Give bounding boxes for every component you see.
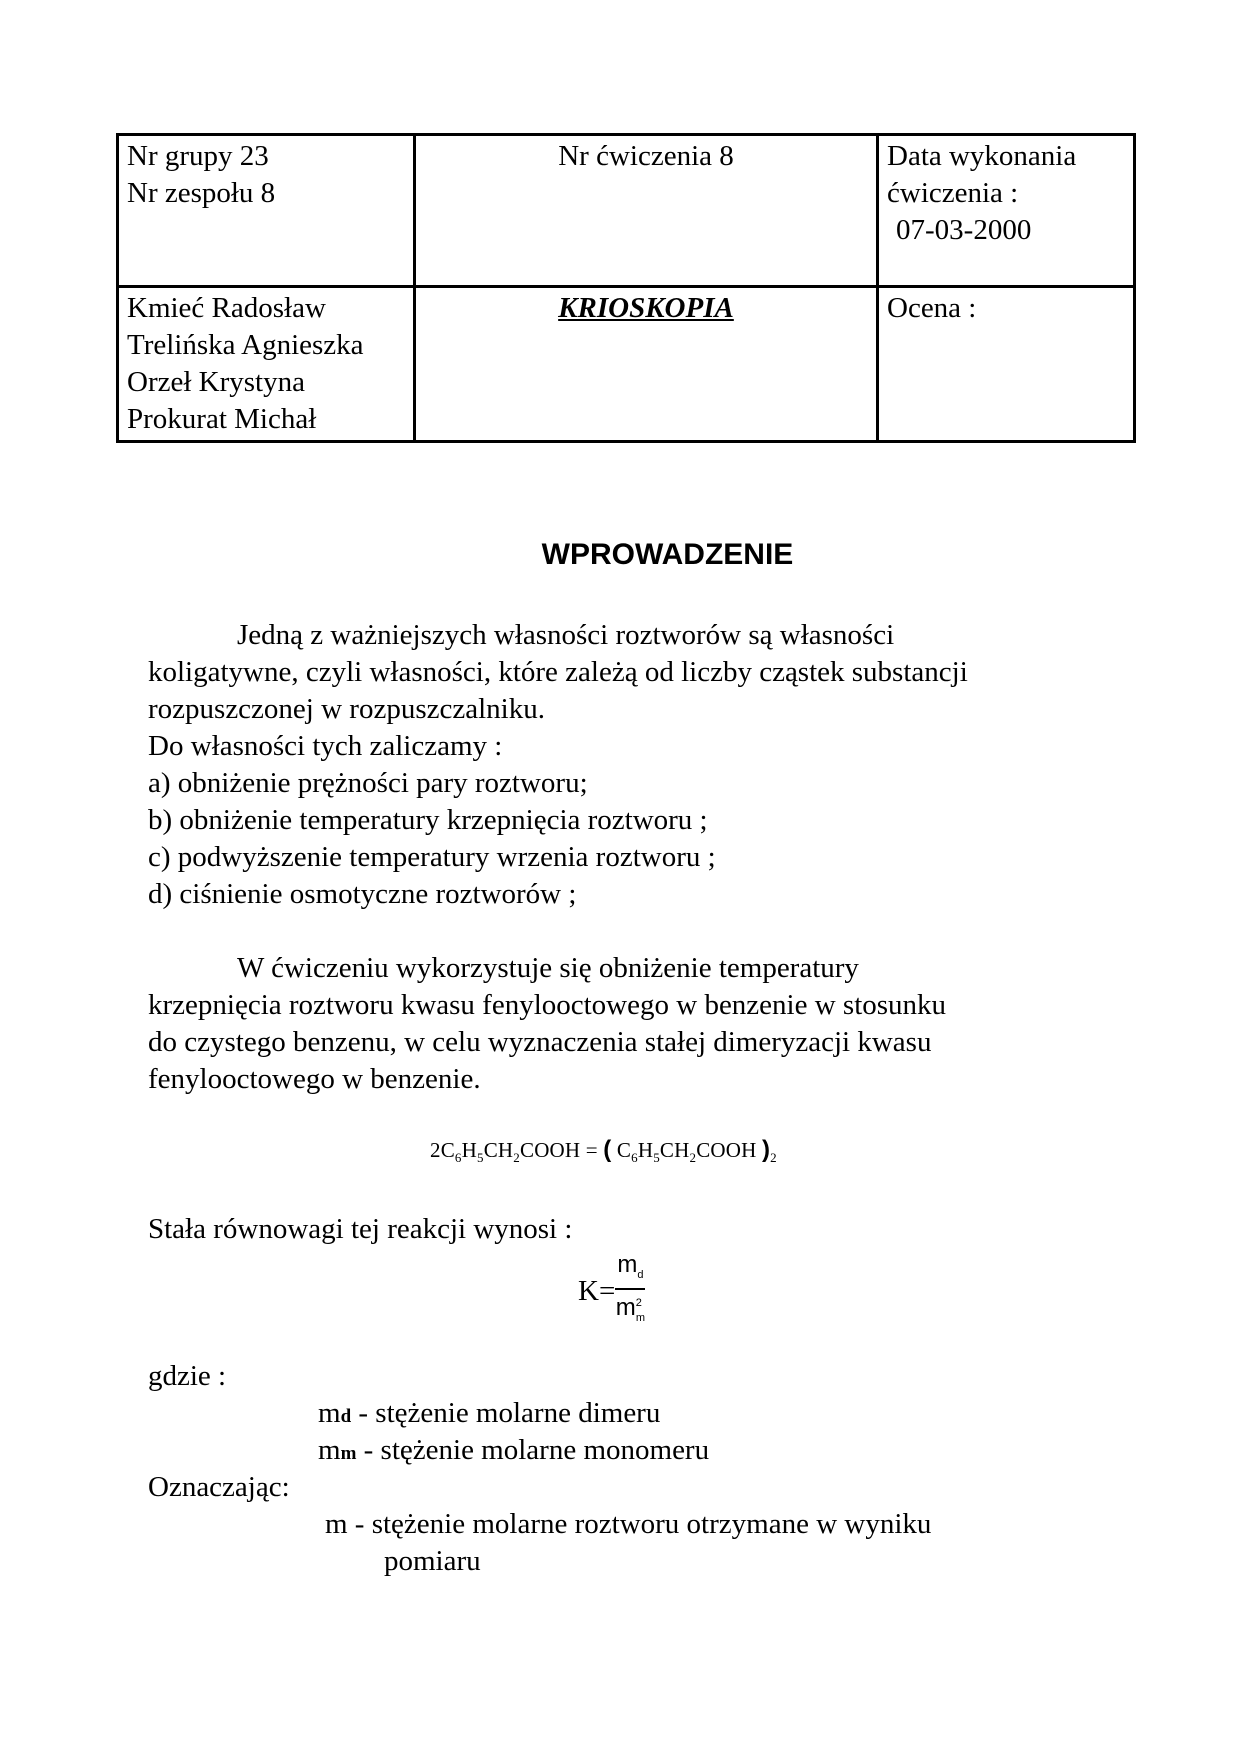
constant-sentence: Stała równowagi tej reakcji wynosi : (148, 1213, 573, 1245)
intro-paragraph (148, 617, 968, 913)
date-cell (878, 135, 1135, 287)
paragraph-line: Jedną z ważniejszych własności roztworów są własności (237, 619, 895, 651)
paragraph-line: koligatywne, czyli własności, które zależą od liczby cząstek substancji (148, 656, 968, 688)
list-item: a) obniżenie prężności pary roztworu; (148, 767, 588, 799)
grade-cell (878, 287, 1135, 442)
date-label-2: ćwiczenia : (887, 177, 1019, 209)
m-definition-line: m - stężenie molarne roztworu otrzymane w wyniku (325, 1508, 932, 1540)
paragraph-line: rozpuszczonej w rozpuszczalniku. (148, 693, 545, 725)
list-item: d) ciśnienie osmotyczne roztworów ; (148, 878, 577, 910)
group-number: Nr grupy 23 (127, 140, 269, 172)
exercise-cell (415, 135, 878, 287)
team-number: Nr zespołu 8 (127, 177, 276, 209)
paragraph-line: fenylooctowego w benzenie. (148, 1063, 481, 1095)
grade-label: Ocena : (887, 292, 977, 324)
paragraph-line: W ćwiczeniu wykorzystuje się obniżenie temperatury (237, 952, 859, 984)
paragraph-line: Do własności tych zaliczamy : (148, 730, 503, 762)
list-item: b) obniżenie temperatury krzepnięcia roztworu ; (148, 804, 708, 836)
author-name: Kmieć Radosław (127, 292, 326, 324)
author-name: Orzeł Krystyna (127, 366, 305, 398)
exercise-number: Nr ćwiczenia 8 (558, 140, 734, 172)
definition-dimer: md - stężenie molarne dimeru (318, 1397, 661, 1429)
date-value: 07-03-2000 (896, 214, 1032, 246)
author-name: Prokurat Michał (127, 403, 317, 435)
title-cell (415, 287, 878, 442)
definition-monomer: mm - stężenie molarne monomeru (318, 1434, 710, 1466)
method-paragraph (148, 950, 946, 1098)
group-team-cell (118, 135, 415, 287)
author-name: Trelińska Agnieszka (127, 329, 364, 361)
m-definition-line: pomiaru (384, 1545, 481, 1577)
section-title: WPROWADZENIE (541, 538, 794, 571)
reaction-equation: $2C_6H_5CH_2COOH$ = ( $C_6H_5CH_2COOH$ )$_2$ (430, 1136, 777, 1166)
list-item: c) podwyższenie temperatury wrzenia roztworu ; (148, 841, 716, 873)
where-label: gdzie : (148, 1360, 227, 1392)
paragraph-line: do czystego benzenu, w celu wyznaczenia stałej dimeryzacji kwasu (148, 1026, 932, 1058)
exercise-title: KRIOSKOPIA (558, 292, 734, 324)
header-table (116, 133, 1136, 443)
denoting-label: Oznaczając: (148, 1471, 290, 1503)
authors-cell (118, 287, 415, 442)
paragraph-line: krzepnięcia roztworu kwasu fenylooctowego w benzenie w stosunku (148, 989, 947, 1021)
date-label-1: Data wykonania (887, 140, 1077, 172)
equilibrium-formula: K= $\frac{m_d}{m^2_m}$ (578, 1251, 646, 1324)
